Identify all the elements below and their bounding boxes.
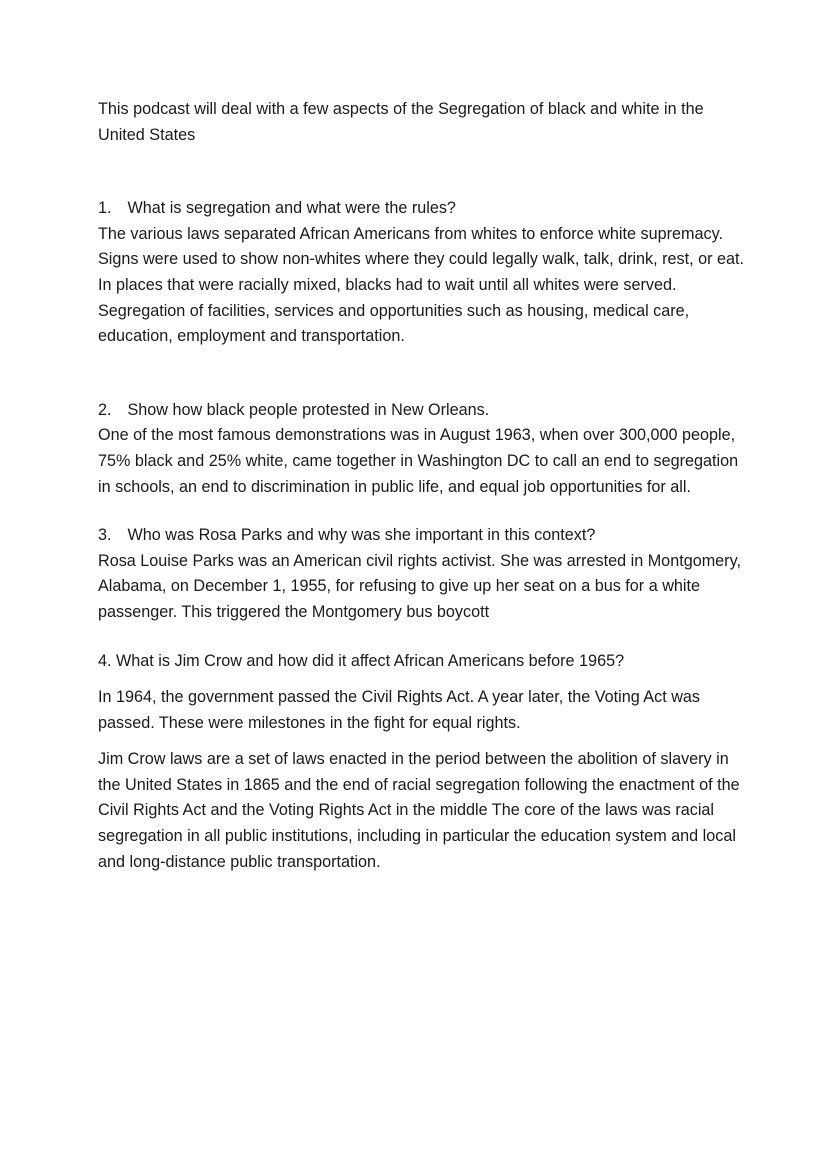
section-2-question-text: Show how black people protested in New Orleans. bbox=[127, 400, 490, 419]
section-4 bbox=[98, 649, 748, 876]
section-3-answer: Rosa Louise Parks was an American civil rights activist. She was arrested in Montgomery, Alabama, on December 1, 1955, for refusing to give up her seat on a bus for a white passenger. This triggered the Montgomery bus boycott bbox=[98, 551, 741, 621]
section-3 bbox=[98, 523, 748, 625]
section-4-question-text: What is Jim Crow and how did it affect African Americans before 1965? bbox=[116, 651, 625, 670]
section-3-question-text: Who was Rosa Parks and why was she important in this context? bbox=[127, 526, 596, 545]
section-3-question bbox=[98, 523, 748, 549]
section-4-answer-1: In 1964, the government passed the Civil Rights Act. A year later, the Voting Act was passed. These were milestones in the fight for equal rights. bbox=[98, 688, 700, 732]
section-4-answer-2: Jim Crow laws are a set of laws enacted in the period between the abolition of slavery in the United States in 1865 and the end of racial segregation following the enactment of the Civil Rights Act and the Voting Rights Act in the middle The core of the laws was racial segregation in all public institutions, including in particular the education system and local and long-distance public transportation. bbox=[98, 750, 740, 871]
section-2-answer: One of the most famous demonstrations was in August 1963, when over 300,000 people, 75% black and 25% white, came together in Washington DC to call an end to segregation in schools, an end to discrimination in public life, and equal job opportunities for all. bbox=[98, 426, 739, 496]
document-page bbox=[98, 97, 748, 875]
section-2-number: 2. bbox=[98, 400, 112, 419]
section-4-question bbox=[98, 649, 748, 675]
section-1-question-text: What is segregation and what were the rules? bbox=[127, 199, 456, 218]
section-4-number: 4. bbox=[98, 651, 112, 670]
section-2-question bbox=[98, 398, 748, 424]
section-1-question bbox=[98, 196, 748, 222]
section-3-number: 3. bbox=[98, 526, 112, 545]
section-1 bbox=[98, 196, 748, 350]
intro-paragraph: This podcast will deal with a few aspects of the Segregation of black and white in the United States bbox=[98, 100, 704, 144]
section-1-number: 1. bbox=[98, 199, 112, 218]
section-1-answer: The various laws separated African Americans from whites to enforce white supremacy. Signs were used to show non-whites where they could legally walk, talk, drink, rest, or eat. In places that were racially mixed, blacks had to wait until all whites were served. Segregation of facilities, services and opportunities such as housing, medical care, education, employment and transportation. bbox=[98, 224, 745, 346]
section-2 bbox=[98, 398, 748, 500]
